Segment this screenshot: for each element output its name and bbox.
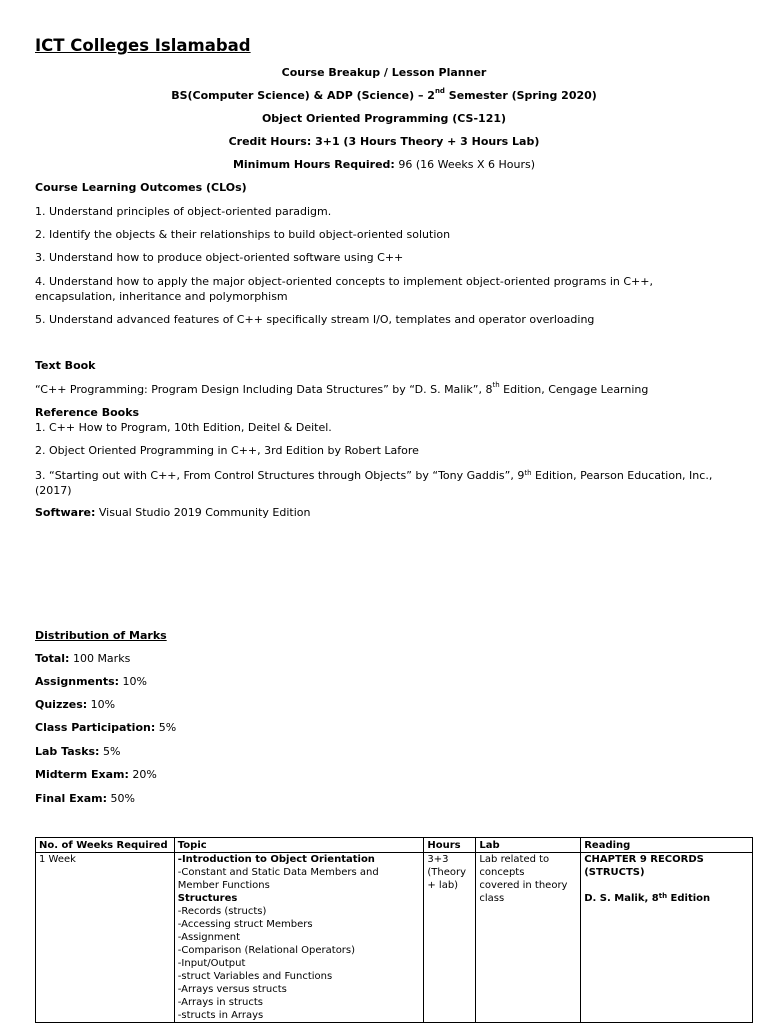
marks-row-quizzes [35, 698, 115, 711]
text-book-heading: Text Book [35, 359, 96, 372]
weeks-cell: 1 Week [36, 853, 175, 1023]
marks-value: 5% [99, 745, 121, 758]
reading-post: Edition [667, 893, 711, 904]
reference-book-item: 2. Object Oriented Programming in C++, 3rd Edition by Robert Lafore [35, 444, 419, 457]
topic-line: -Records (structs) [177, 906, 267, 917]
marks-label: Assignments: [35, 675, 120, 688]
lab-line: Lab related to [479, 854, 550, 865]
marks-label: Midterm Exam: [35, 768, 129, 781]
topic-cell [174, 853, 424, 1023]
hours-line: + lab) [427, 880, 459, 891]
clo-item: 2. Identify the objects & their relationships to build object-oriented solution [35, 228, 451, 241]
topic-line: -Arrays in structs [177, 997, 264, 1008]
marks-row-midterm [35, 768, 157, 781]
text-book-pre: “C++ Programming: Program Design Including Data Structures” by “D. S. Malik”, 8 [35, 383, 493, 396]
marks-value: 5% [155, 721, 177, 734]
topic-line: -Accessing struct Members [177, 919, 313, 930]
clos-heading: Course Learning Outcomes (CLOs) [35, 181, 247, 194]
credit-hours: Credit Hours: 3+1 (3 Hours Theory + 3 Hours Lab) [228, 135, 540, 148]
header-topic: Topic [174, 838, 424, 853]
topic-line: -struct Variables and Functions [177, 971, 333, 982]
topic-line: Member Functions [177, 880, 270, 891]
reading-line [584, 892, 749, 905]
topic-line: -structs in Arrays [177, 1010, 264, 1021]
marks-heading: Distribution of Marks [35, 629, 167, 642]
marks-row-class-participation [35, 721, 176, 734]
clo-item: 3. Understand how to produce object-oriented software using C++ [35, 251, 404, 264]
ref3-sup: th [524, 469, 532, 477]
topic-line: -Assignment [177, 932, 241, 943]
header-reading: Reading [581, 838, 753, 853]
marks-label: Total: [35, 652, 70, 665]
topic-line: -Comparison (Relational Operators) [177, 945, 356, 956]
reference-books-heading: Reference Books [35, 406, 140, 419]
program-sup: nd [434, 87, 445, 95]
marks-label: Lab Tasks: [35, 745, 100, 758]
topic-line: -Introduction to Object Orientation [177, 854, 375, 865]
topic-line: Structures [177, 893, 238, 904]
reference-book-item [35, 468, 725, 498]
lab-line: covered in theory [479, 880, 568, 891]
clo-item: 4. Understand how to apply the major object-oriented concepts to implement object-oriented programs in C++, encapsulation, inheritance and polymorphism [35, 275, 653, 303]
planner-title: Course Breakup / Lesson Planner [281, 66, 487, 79]
marks-row-lab-tasks [35, 745, 120, 758]
ref3-post: Edition, Pearson Education, Inc., (2017) [35, 469, 713, 497]
lab-cell [476, 853, 581, 1023]
marks-row-assignments [35, 675, 147, 688]
minimum-hours [0, 158, 768, 171]
clo-item: 1. Understand principles of object-oriented paradigm. [35, 205, 332, 218]
min-hours-value: 96 (16 Weeks X 6 Hours) [394, 158, 536, 171]
header-hours: Hours [424, 838, 476, 853]
ref3-pre: 3. “Starting out with C++, From Control Structures through Objects” by “Tony Gaddis”, 9 [35, 469, 525, 482]
marks-value: 50% [107, 792, 135, 805]
reading-cell [581, 853, 753, 1023]
marks-label: Class Participation: [35, 721, 156, 734]
header-weeks: No. of Weeks Required [36, 838, 175, 853]
min-hours-label: Minimum Hours Required: [232, 158, 395, 171]
marks-value: 10% [119, 675, 147, 688]
text-book-post: Edition, Cengage Learning [499, 383, 649, 396]
topic-line: -Input/Output [177, 958, 246, 969]
text-book-sup: th [492, 381, 500, 389]
program-post: Semester (Spring 2020) [444, 89, 597, 102]
reference-book-item: 1. C++ How to Program, 10th Edition, Deitel & Deitel. [35, 421, 332, 434]
header-lab: Lab [476, 838, 581, 853]
course-title: Object Oriented Programming (CS-121) [261, 112, 507, 125]
hours-line: 3+3 [427, 854, 449, 865]
software-line [35, 506, 310, 519]
marks-value: 100 Marks [69, 652, 131, 665]
reading-line: CHAPTER 9 RECORDS [584, 854, 704, 865]
marks-label: Quizzes: [35, 698, 88, 711]
marks-row-final [35, 792, 135, 805]
hours-cell [424, 853, 476, 1023]
table-header-row [36, 838, 753, 853]
clo-item: 5. Understand advanced features of C++ specifically stream I/O, templates and operator overloading [35, 313, 595, 326]
program-pre: BS(Computer Science) & ADP (Science) – 2 [171, 89, 435, 102]
reading-pre: D. S. Malik, 8 [584, 893, 659, 904]
marks-value: 10% [87, 698, 116, 711]
lab-line: concepts [479, 867, 525, 878]
table-row [36, 853, 753, 1023]
program-line [0, 89, 768, 102]
marks-row-total [35, 652, 130, 665]
marks-value: 20% [128, 768, 157, 781]
marks-label: Final Exam: [35, 792, 108, 805]
software-value: Visual Studio 2019 Community Edition [95, 506, 311, 519]
reading-spacer [584, 879, 749, 892]
topic-line: -Arrays versus structs [177, 984, 287, 995]
text-book-entry [35, 383, 648, 396]
hours-line: (Theory [427, 867, 467, 878]
software-label: Software: [35, 506, 96, 519]
reading-sup: th [658, 892, 668, 900]
reading-line: (STRUCTS) [584, 867, 645, 878]
course-breakup-table [35, 837, 753, 1023]
lab-line: class [479, 893, 505, 904]
topic-line: -Constant and Static Data Members and [177, 867, 379, 878]
college-title: ICT Colleges Islamabad [35, 36, 251, 55]
